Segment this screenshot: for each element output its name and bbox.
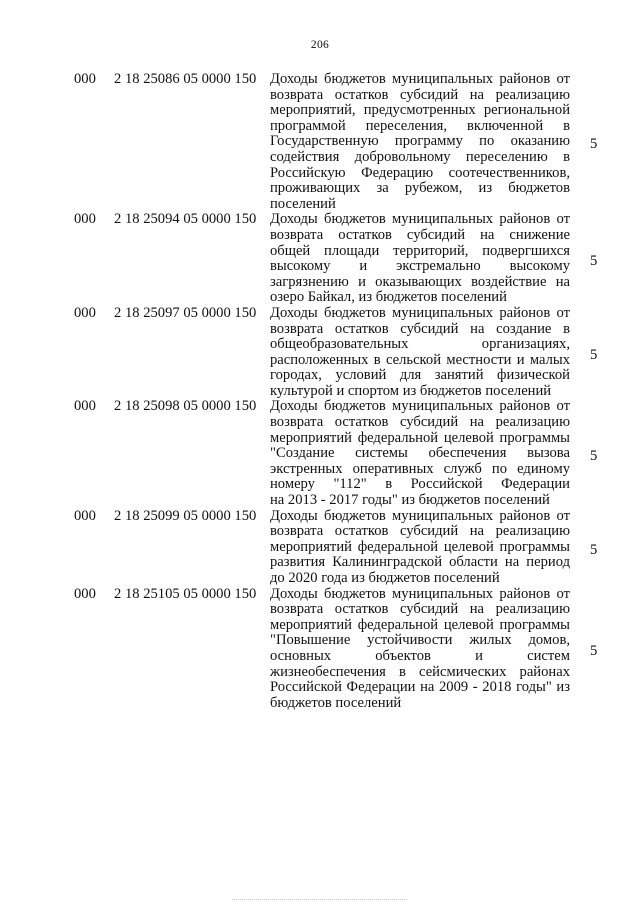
- description-line: экстренных оперативных служб по единому: [270, 461, 570, 477]
- description-line: мероприятий, предусмотренных региональной: [270, 103, 570, 119]
- description-line: городах, условий для занятий физической: [270, 368, 570, 384]
- description-line: возврата остатков субсидий на реализацию: [270, 415, 570, 431]
- administrator-code: 000: [74, 507, 96, 524]
- standard-value: 5: [590, 136, 598, 152]
- description-line: номеру "112" в Российской Федерации: [270, 477, 570, 493]
- description-line: возврата остатков субсидий на реализацию: [270, 602, 570, 618]
- standard-value: 5: [590, 541, 598, 558]
- administrator-code: 000: [74, 398, 96, 415]
- description-line: высокому и экстремально высокому: [270, 259, 570, 275]
- description-line: общеобразовательных организациях,: [270, 337, 570, 353]
- description-line: культурой и спортом из бюджетов поселений: [270, 383, 552, 399]
- description-line: содействия добровольному переселению в: [270, 149, 570, 165]
- table-row: [0, 212, 640, 306]
- scan-edge-mark: [232, 899, 407, 905]
- administrator-code: 000: [74, 304, 96, 321]
- description-line: возврата остатков субсидий на реализацию: [270, 524, 570, 540]
- budget-classification-code: 2 18 25086 05 0000 150: [114, 71, 257, 87]
- standard-value: 5: [590, 346, 598, 363]
- description-line: мероприятий федеральной целевой программы: [270, 430, 570, 446]
- description-line: озеро Байкал, из бюджетов поселений: [270, 290, 507, 306]
- description-line: возврата остатков субсидий на создание в: [270, 321, 570, 337]
- description-line: Доходы бюджетов муниципальных районов от: [270, 586, 570, 602]
- budget-classification-code: 2 18 25105 05 0000 150: [114, 585, 257, 602]
- description-line: "Повышение устойчивости жилых домов,: [270, 633, 570, 649]
- description-line: возврата остатков субсидий на реализацию: [270, 87, 570, 103]
- description-line: расположенных в сельской местности и малых: [270, 352, 570, 368]
- description-line: Доходы бюджетов муниципальных районов от: [270, 399, 570, 415]
- revenue-description: [270, 212, 570, 306]
- description-line: бюджетов поселений: [270, 695, 402, 711]
- page-number: 206: [310, 39, 330, 51]
- description-line: мероприятий федеральной целевой программы: [270, 539, 570, 555]
- table-row: [0, 509, 640, 587]
- description-line: Доходы бюджетов муниципальных районов от: [270, 212, 570, 228]
- description-line: основных объектов и систем: [270, 648, 570, 664]
- administrator-code: 000: [74, 211, 96, 228]
- revenue-description: [270, 399, 570, 508]
- administrator-code: 000: [74, 71, 96, 87]
- table-row: [0, 399, 640, 508]
- revenue-description: [270, 509, 570, 587]
- description-line: Государственную программу по оказанию: [270, 134, 570, 150]
- revenue-code-table: [0, 72, 640, 711]
- budget-classification-code: 2 18 25094 05 0000 150: [114, 211, 257, 228]
- description-line: программой переселения, включенной в: [270, 118, 570, 134]
- description-line: общей площади территорий, подвергшихся: [270, 243, 570, 259]
- description-line: жизнеобеспечения в сейсмических районах: [270, 664, 570, 680]
- revenue-description: [270, 306, 570, 400]
- description-line: мероприятий федеральной целевой программы: [270, 617, 570, 633]
- standard-value: 5: [590, 253, 598, 270]
- description-line: "Создание системы обеспечения вызова: [270, 446, 570, 462]
- description-line: Российской Федерации на 2009 - 2018 годы" из: [270, 680, 570, 696]
- standard-value: 5: [590, 642, 598, 659]
- description-line: до 2020 года из бюджетов поселений: [270, 571, 500, 586]
- description-line: Доходы бюджетов муниципальных районов от: [270, 72, 570, 87]
- description-line: Доходы бюджетов муниципальных районов от: [270, 305, 570, 321]
- description-line: возврата остатков субсидий на снижение: [270, 227, 570, 243]
- revenue-description: [270, 587, 570, 712]
- standard-value: 5: [590, 448, 598, 465]
- table-row: [0, 72, 640, 212]
- revenue-description: [270, 72, 570, 212]
- table-row: [0, 587, 640, 712]
- description-line: загрязнению и оказывающих воздействие на: [270, 274, 570, 290]
- description-line: Российскую Федерацию соотечественников,: [270, 165, 570, 181]
- description-line: Доходы бюджетов муниципальных районов от: [270, 508, 570, 524]
- description-line: поселений: [270, 196, 336, 212]
- description-line: развития Калининградской области на период: [270, 555, 570, 571]
- table-row: [0, 306, 640, 400]
- budget-classification-code: 2 18 25098 05 0000 150: [114, 398, 257, 415]
- budget-classification-code: 2 18 25099 05 0000 150: [114, 507, 257, 524]
- administrator-code: 000: [74, 585, 96, 602]
- description-line: проживающих за рубежом, из бюджетов: [270, 181, 570, 197]
- description-line: на 2013 - 2017 годы" из бюджетов поселений: [270, 493, 550, 509]
- budget-classification-code: 2 18 25097 05 0000 150: [114, 304, 257, 321]
